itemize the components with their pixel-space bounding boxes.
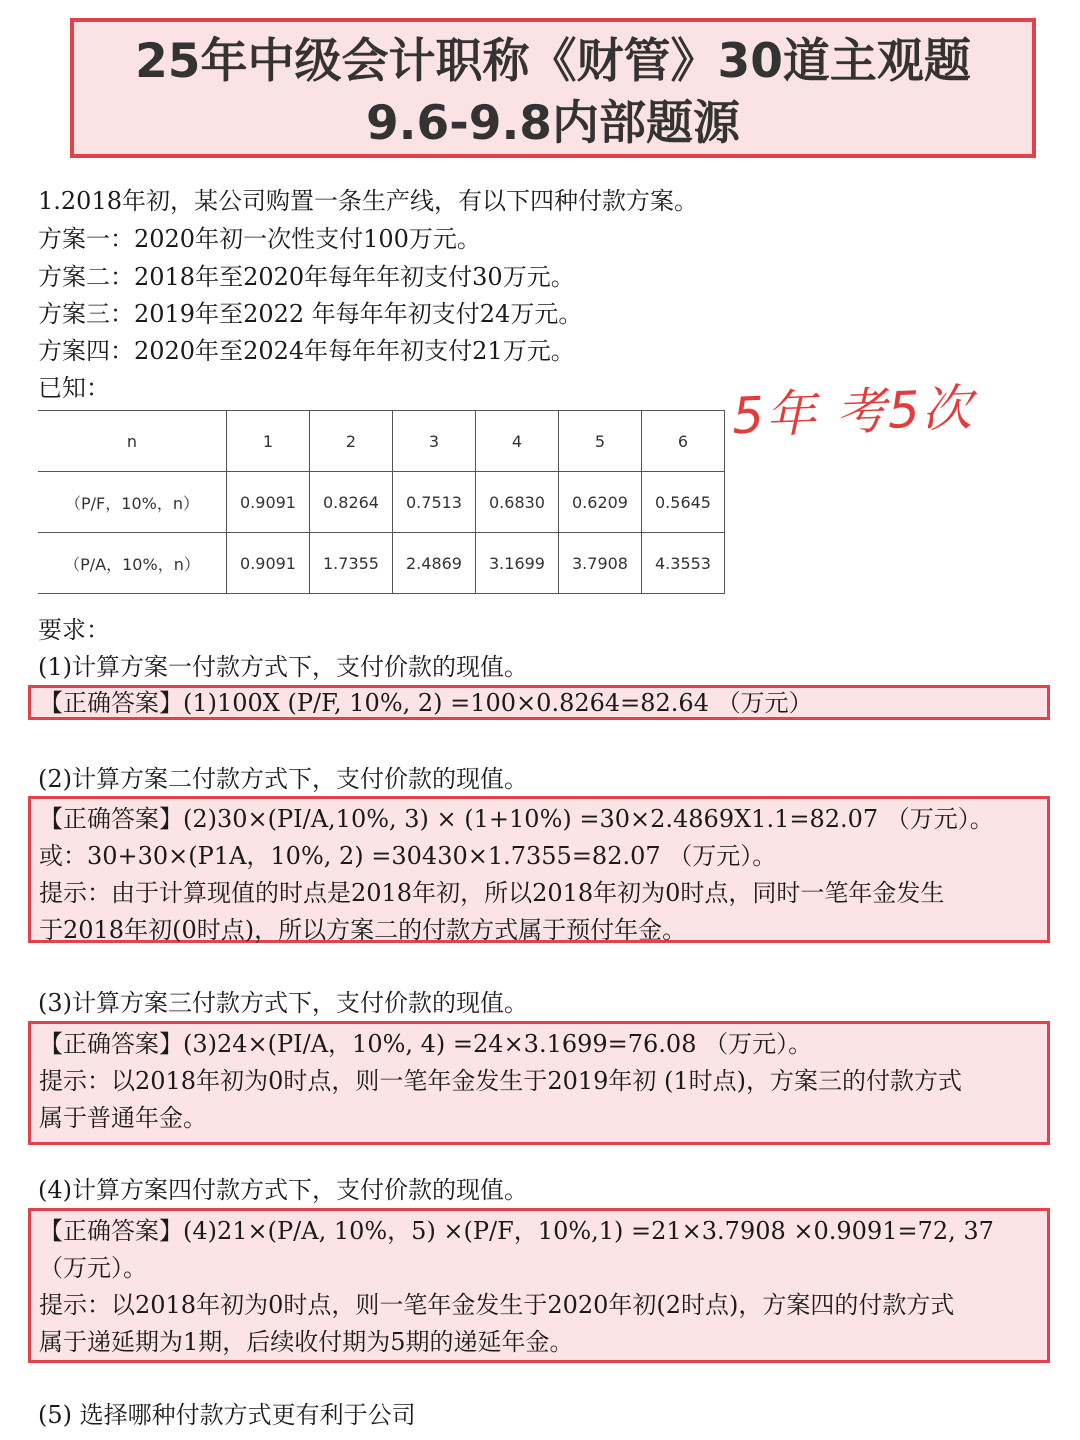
table-cell: 0.6830 (476, 472, 559, 533)
answer-2-line-1: 【正确答案】(2)30×(PI/A,10%, 3) × (1+10%) =30×2.4869X1.1=82.07 （万元）。 (39, 805, 994, 833)
answer-box-2 (28, 796, 1050, 943)
question-4: (4)计算方案四付款方式下，支付价款的现值。 (38, 1176, 528, 1204)
requirements-label: 要求： (38, 616, 110, 644)
page-title: 25年中级会计职称《财管》30道主观题 (135, 34, 971, 89)
answer-box-3 (28, 1021, 1050, 1145)
page-subtitle: 9.6-9.8内部题源 (365, 96, 741, 151)
answer-2-line-2: 或：30+30×(P1A，10%, 2) =30430×1.7355=82.07 （万元）。 (39, 842, 777, 870)
table-cell: 2 (310, 411, 393, 472)
table-cell: 0.8264 (310, 472, 393, 533)
table-cell: 0.6209 (559, 472, 642, 533)
answer-4-hint-1: 提示：以2018年初为0时点，则一笔年金发生于2020年初(2时点)，方案四的付款方式 (39, 1291, 955, 1319)
discount-factor-table (38, 410, 725, 594)
plan-2: 方案二：2018年至2020年每年年初支付30万元。 (38, 263, 575, 291)
table-cell: 0.5645 (642, 472, 725, 533)
answer-3-hint-2: 属于普通年金。 (39, 1104, 207, 1132)
plan-4: 方案四：2020年至2024年每年年初支付21万元。 (38, 337, 575, 365)
answer-box-4 (28, 1208, 1050, 1363)
table-cell: n (38, 411, 227, 472)
plan-1: 方案一：2020年初一次性支付100万元。 (38, 225, 481, 253)
answer-2-hint-2: 于2018年初(0时点)，所以方案二的付款方式属于预付年金。 (39, 916, 687, 944)
answer-4-line-2: （万元）。 (39, 1254, 147, 1282)
table-cell: 4.3553 (642, 533, 725, 594)
table-cell: 6 (642, 411, 725, 472)
table-row (38, 533, 725, 594)
answer-4-hint-2: 属于递延期为1期，后续收付期为5期的递延年金。 (39, 1328, 574, 1356)
answer-3-line-1: 【正确答案】(3)24×(PI/A，10%, 4) =24×3.1699=76.08 （万元）。 (39, 1030, 813, 1058)
plan-3: 方案三：2019年至2022 年每年年初支付24万元。 (38, 300, 583, 328)
table-cell: 2.4869 (393, 533, 476, 594)
table-cell: 3 (393, 411, 476, 472)
title-banner (70, 18, 1036, 158)
handwritten-note: 5年 考5次 (731, 378, 975, 446)
question-5: (5) 选择哪种付款方式更有利于公司 (38, 1401, 416, 1429)
question-intro: 1.2018年初，某公司购置一条生产线，有以下四种付款方案。 (38, 187, 698, 215)
table-cell: 0.9091 (227, 472, 310, 533)
answer-box-1 (28, 685, 1050, 720)
table-cell: 0.7513 (393, 472, 476, 533)
question-3: (3)计算方案三付款方式下，支付价款的现值。 (38, 989, 528, 1017)
table-cell: 3.7908 (559, 533, 642, 594)
answer-2-hint-1: 提示：由于计算现值的时点是2018年初，所以2018年初为0时点，同时一笔年金发生 (39, 879, 945, 907)
question-2: (2)计算方案二付款方式下，支付价款的现值。 (38, 765, 528, 793)
answer-4-line-1: 【正确答案】(4)21×(P/A, 10%，5) ×(P/F，10%,1) =21×3.7908 ×0.9091=72, 37 (39, 1217, 994, 1245)
table-header-row (38, 411, 725, 472)
table-cell: 4 (476, 411, 559, 472)
table-cell: 5 (559, 411, 642, 472)
table-cell: 1.7355 (310, 533, 393, 594)
answer-1: 【正确答案】(1)100X (P/F, 10%, 2) =100×0.8264=82.64 （万元） (39, 689, 813, 717)
answer-3-hint-1: 提示：以2018年初为0时点，则一笔年金发生于2019年初 (1时点)，方案三的付款方式 (39, 1067, 963, 1095)
question-1: (1)计算方案一付款方式下，支付价款的现值。 (38, 653, 528, 681)
table-cell: （P/F，10%，n） (38, 472, 227, 533)
table-cell: 0.9091 (227, 533, 310, 594)
table-row (38, 472, 725, 533)
table-cell: 3.1699 (476, 533, 559, 594)
known-label: 已知： (38, 374, 110, 402)
table-cell: （P/A，10%，n） (38, 533, 227, 594)
table-cell: 1 (227, 411, 310, 472)
